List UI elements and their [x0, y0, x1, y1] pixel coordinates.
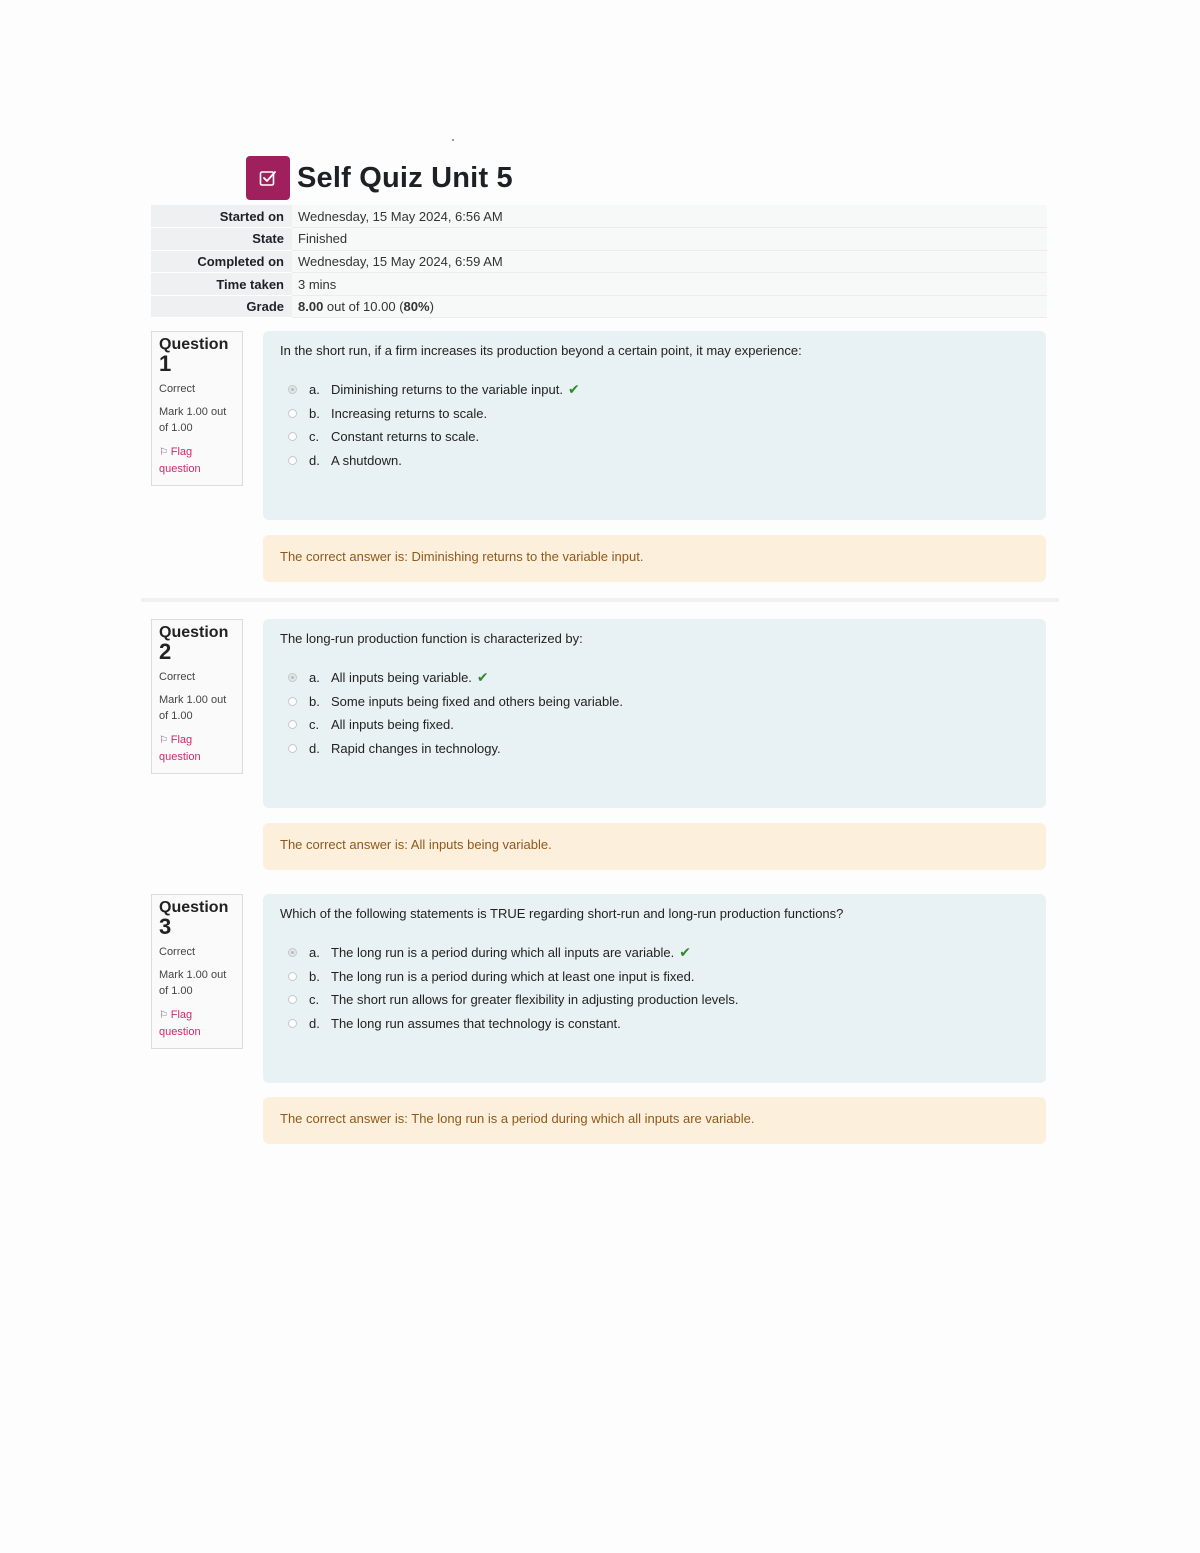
question-text: The long-run production function is characterized by: [280, 631, 583, 646]
answer-letter: a. [309, 945, 320, 961]
question-text: In the short run, if a firm increases its production beyond a certain point, it may experience: [280, 343, 802, 358]
correct-check-icon: ✔ [679, 944, 691, 961]
question-feedback-3: The correct answer is: The long run is a period during which all inputs are variable. [263, 1097, 1046, 1144]
summary-value: Wednesday, 15 May 2024, 6:56 AM [292, 205, 1047, 228]
answer-option [280, 988, 1029, 1012]
summary-value: 3 mins [292, 273, 1047, 296]
flag-question-link[interactable] [159, 1007, 235, 1040]
grade-out-of: out of 10.00 ( [323, 299, 404, 315]
question-feedback-1: The correct answer is: Diminishing returns to the variable input. [263, 535, 1046, 582]
question-mark: Mark 1.00 out of 1.00 [159, 694, 227, 722]
answer-radio[interactable] [288, 1019, 297, 1028]
summary-value: Wednesday, 15 May 2024, 6:59 AM [292, 250, 1047, 273]
answer-text: A shutdown. [331, 452, 402, 468]
summary-row-state [151, 228, 1047, 251]
flag-icon: ⚐ [159, 735, 171, 746]
answer-radio[interactable] [288, 995, 297, 1004]
question-number: 1 [159, 351, 172, 376]
summary-row-completed [151, 250, 1047, 273]
answer-text: Constant returns to scale. [331, 429, 480, 445]
page-header [246, 156, 513, 200]
answer-option [280, 378, 1029, 402]
answer-letter: a. [309, 382, 320, 398]
answer-option [280, 965, 1029, 989]
grade-label: Grade [151, 295, 292, 318]
question-content-1 [263, 331, 1046, 520]
question-mark: Mark 1.00 out of 1.00 [159, 969, 227, 997]
answer-letter: d. [309, 740, 320, 756]
question-feedback-2: The correct answer is: All inputs being variable. [263, 823, 1046, 870]
answer-radio[interactable] [288, 697, 297, 706]
answer-text: Some inputs being fixed and others being variable. [331, 693, 623, 709]
question-state: Correct [159, 383, 196, 395]
answer-list [280, 941, 1029, 1035]
answer-radio[interactable] [288, 744, 297, 753]
answer-letter: b. [309, 405, 320, 421]
flag-question-link[interactable] [159, 444, 235, 477]
answer-option [280, 666, 1029, 690]
question-state: Correct [159, 946, 196, 958]
answer-text: The long run assumes that technology is constant. [331, 1015, 621, 1031]
answer-radio[interactable] [288, 409, 297, 418]
answer-option [280, 449, 1029, 473]
attempt-summary-table [151, 205, 1047, 318]
summary-label: Started on [151, 205, 292, 228]
question-text: Which of the following statements is TRUE regarding short-run and long-run production functions? [280, 906, 844, 921]
answer-option [280, 713, 1029, 737]
answer-text: The long run is a period during which at least one input is fixed. [331, 968, 695, 984]
answer-radio[interactable] [288, 948, 297, 957]
answer-text: Rapid changes in technology. [331, 740, 501, 756]
grade-value [292, 295, 1047, 318]
question-label: Question [159, 899, 229, 916]
question-info-2 [151, 619, 243, 774]
answer-letter: a. [309, 670, 320, 686]
answer-text: Increasing returns to scale. [331, 405, 488, 421]
question-content-2 [263, 619, 1046, 808]
question-state: Correct [159, 671, 196, 683]
answer-radio[interactable] [288, 385, 297, 394]
correct-check-icon: ✔ [567, 381, 580, 398]
question-label: Question [159, 624, 229, 641]
flag-question-link[interactable] [159, 732, 235, 765]
flag-label: Flag question [159, 1009, 201, 1038]
decorative-dot [452, 139, 454, 141]
grade-percent: 80% [403, 299, 430, 315]
question-mark: Mark 1.00 out of 1.00 [159, 406, 227, 434]
answer-radio[interactable] [288, 432, 297, 441]
answer-letter: c. [309, 992, 320, 1008]
quiz-check-icon [246, 156, 290, 200]
answer-letter: d. [309, 1015, 320, 1031]
flag-label: Flag question [159, 446, 201, 475]
question-number: 2 [159, 639, 172, 664]
summary-label: Completed on [151, 250, 292, 273]
answer-letter: b. [309, 693, 320, 709]
answer-radio[interactable] [288, 972, 297, 981]
answer-option [280, 737, 1029, 761]
answer-text: All inputs being variable. [331, 670, 472, 686]
grade-score: 8.00 [298, 299, 324, 315]
summary-label: State [151, 228, 292, 251]
answer-list [280, 378, 1029, 472]
summary-value: Finished [292, 228, 1047, 251]
answer-text: All inputs being fixed. [331, 717, 454, 733]
answer-option [280, 690, 1029, 714]
summary-row-grade [151, 295, 1047, 318]
flag-icon: ⚐ [159, 447, 171, 458]
answer-option [280, 1012, 1029, 1036]
answer-radio[interactable] [288, 673, 297, 682]
question-info-3 [151, 894, 243, 1049]
answer-letter: d. [309, 452, 320, 468]
answer-radio[interactable] [288, 456, 297, 465]
summary-row-started [151, 205, 1047, 228]
question-number: 3 [159, 914, 172, 939]
grade-close: ) [429, 299, 434, 315]
flag-label: Flag question [159, 734, 201, 763]
answer-option [280, 425, 1029, 449]
answer-letter: c. [309, 717, 320, 733]
answer-option [280, 941, 1029, 965]
answer-text: Diminishing returns to the variable input. [331, 382, 563, 398]
answer-letter: c. [309, 429, 320, 445]
question-info-1 [151, 331, 243, 486]
answer-option [280, 402, 1029, 426]
summary-row-time-taken [151, 273, 1047, 296]
flag-icon: ⚐ [159, 1010, 171, 1021]
question-content-3 [263, 894, 1046, 1083]
section-divider [141, 598, 1059, 602]
answer-letter: b. [309, 968, 320, 984]
answer-list [280, 666, 1029, 760]
answer-text: The long run is a period during which all inputs are variable. [331, 945, 675, 961]
correct-check-icon: ✔ [476, 669, 489, 686]
summary-label: Time taken [151, 273, 292, 296]
question-label: Question [159, 336, 229, 353]
answer-text: The short run allows for greater flexibility in adjusting production levels. [331, 992, 739, 1008]
page-title: Self Quiz Unit 5 [297, 161, 513, 194]
answer-radio[interactable] [288, 720, 297, 729]
